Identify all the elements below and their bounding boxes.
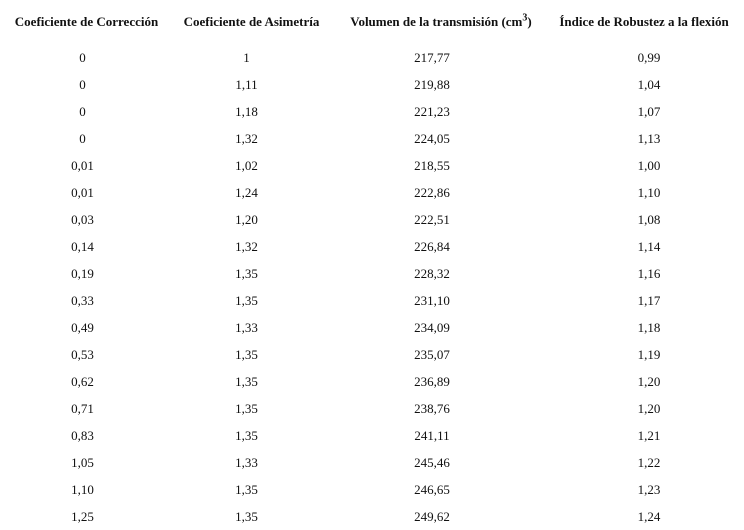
cell-correction: 1,25 [71,508,94,524]
cell-asymmetry: 1,24 [235,184,258,200]
cell-correction: 0,19 [71,265,94,281]
cell-robustness: 1,20 [637,400,661,416]
cell-volume: 231,10 [414,292,450,308]
table-row [4,422,740,449]
cell-correction: 0,49 [71,319,94,335]
cell-robustness: 1,21 [637,427,661,443]
cell-asymmetry: 1,35 [235,346,258,362]
cell-volume: 222,51 [414,211,450,227]
table-row [4,287,740,314]
cell-volume: 238,76 [414,400,450,416]
header-volume [334,0,548,44]
cell-asymmetry: 1,35 [235,427,258,443]
cell-correction: 0,33 [71,292,94,308]
cell-robustness: 1,07 [637,103,661,119]
table-row [4,476,740,503]
cell-volume: 236,89 [414,373,450,389]
cell-asymmetry: 1,32 [235,130,258,146]
cell-correction: 0 [79,130,86,146]
table-body [4,44,740,530]
cell-volume: 226,84 [414,238,450,254]
cell-robustness: 1,08 [637,211,661,227]
table-row [4,152,740,179]
table-row [4,44,740,71]
cell-volume: 222,86 [414,184,450,200]
cell-volume: 221,23 [414,103,450,119]
cell-robustness: 1,19 [637,346,661,362]
table-header [4,0,740,44]
cell-robustness: 1,10 [637,184,661,200]
cell-robustness: 1,18 [637,319,661,335]
cell-robustness: 1,17 [637,292,661,308]
cell-asymmetry: 1,35 [235,508,258,524]
table-row [4,233,740,260]
cell-correction: 0,01 [71,157,94,173]
table-row [4,368,740,395]
cell-volume: 219,88 [414,76,450,92]
header-volume-superscript: 3 [522,12,528,24]
table-row [4,125,740,152]
table-row [4,503,740,530]
cell-volume: 224,05 [414,130,450,146]
cell-volume: 241,11 [414,427,450,443]
header-row [4,0,740,44]
header-robustness: Índice de Robustez a la flexión [559,14,729,29]
cell-correction: 0 [79,76,86,92]
cell-correction: 0,01 [71,184,94,200]
table-row [4,449,740,476]
header-asymmetry: Coeficiente de Asimetría [183,14,320,29]
cell-volume: 235,07 [414,346,450,362]
cell-asymmetry: 1,35 [235,481,258,497]
cell-robustness: 1,23 [637,481,661,497]
cell-asymmetry: 1,18 [235,103,258,119]
cell-asymmetry: 1,35 [235,292,258,308]
cell-correction: 1,05 [71,454,94,470]
cell-correction: 0,83 [71,427,94,443]
cell-volume: 228,32 [414,265,450,281]
table-row [4,314,740,341]
table-row [4,395,740,422]
cell-correction: 0 [79,103,86,119]
cell-volume: 234,09 [414,319,450,335]
cell-volume: 245,46 [414,454,450,470]
table-row [4,206,740,233]
table-row [4,260,740,287]
cell-volume: 217,77 [414,49,450,65]
cell-asymmetry: 1,33 [235,319,258,335]
cell-correction: 0,71 [71,400,94,416]
cell-robustness: 0,99 [637,49,661,65]
cell-robustness: 1,00 [637,157,661,173]
cell-robustness: 1,13 [637,130,661,146]
cell-volume: 246,65 [414,481,450,497]
cell-correction: 0,62 [71,373,94,389]
cell-robustness: 1,24 [637,508,661,524]
cell-robustness: 1,14 [637,238,661,254]
cell-correction: 0,14 [71,238,94,254]
header-volume-text: Volumen de la transmisión (cm [350,14,523,29]
data-table [4,0,740,530]
cell-asymmetry: 1,32 [235,238,258,254]
cell-correction: 0,53 [71,346,94,362]
cell-volume: 249,62 [414,508,450,524]
cell-asymmetry: 1,11 [235,76,258,92]
cell-correction: 0,03 [71,211,94,227]
cell-asymmetry: 1,35 [235,400,258,416]
cell-asymmetry: 1,35 [235,373,258,389]
table-row [4,179,740,206]
cell-volume: 218,55 [414,157,450,173]
cell-robustness: 1,22 [637,454,661,470]
cell-asymmetry: 1,02 [235,157,258,173]
cell-correction: 0 [79,49,86,65]
header-volume-close: ) [527,14,532,29]
cell-correction: 1,10 [71,481,94,497]
table-row [4,71,740,98]
table-row [4,98,740,125]
cell-robustness: 1,04 [637,76,661,92]
header-correction: Coeficiente de Corrección [14,14,159,29]
cell-robustness: 1,20 [637,373,661,389]
cell-asymmetry: 1,20 [235,211,258,227]
cell-asymmetry: 1 [243,49,250,65]
cell-asymmetry: 1,33 [235,454,258,470]
cell-asymmetry: 1,35 [235,265,258,281]
cell-robustness: 1,16 [637,265,661,281]
table-row [4,341,740,368]
